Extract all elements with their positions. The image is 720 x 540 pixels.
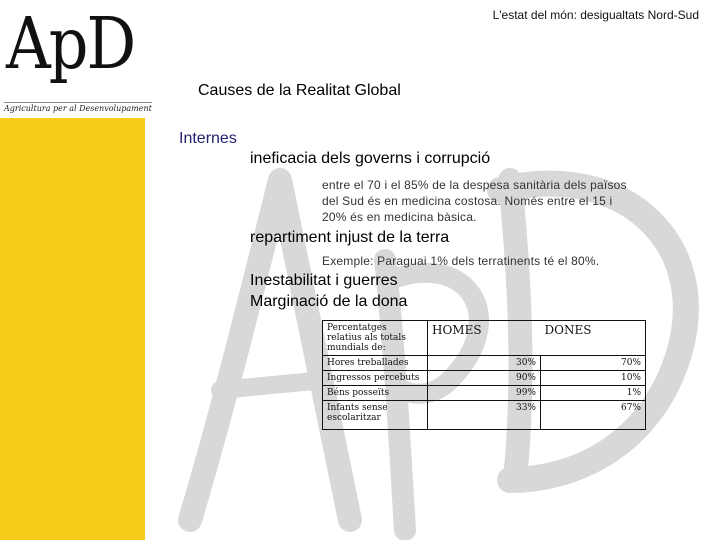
cell-homes: 90% (428, 371, 541, 386)
bullet-heading-4: Marginació de la dona (250, 293, 408, 310)
cell-homes: 30% (428, 356, 541, 371)
cell-dones: 10% (541, 371, 646, 386)
logo-tagline: Agricultura per al Desenvolupament (4, 104, 152, 113)
cell-dones: 70% (541, 356, 646, 371)
bullet-detail-1 (322, 177, 627, 225)
table-header-homes (428, 321, 541, 356)
cell-dones: 67% (541, 401, 646, 430)
table-row (323, 356, 646, 371)
col-dones-label: DONES (544, 323, 592, 337)
apd-logo (2, 2, 162, 120)
section-heading: Internes (179, 130, 237, 147)
bullet-detail-2 (322, 253, 599, 269)
table-header-label: Percentatges relatius als totals mundials de: (323, 321, 428, 356)
cell-homes: 33% (428, 401, 541, 430)
bullet-heading-2: repartiment injust de la terra (250, 229, 450, 246)
detail-line: 20% és en medicina bàsica. (322, 210, 477, 224)
logo-text: ApD (6, 1, 135, 86)
bullet-heading-1: ineficacia dels governs i corrupció (250, 150, 491, 167)
cell-homes: 99% (428, 386, 541, 401)
yellow-sidebar-bar (0, 118, 145, 540)
gender-stats-table (322, 320, 646, 430)
col-homes-label: HOMES (432, 323, 482, 337)
bullet-heading-3: Inestabilitat i guerres (250, 272, 398, 289)
row-label: Infants sense escolaritzar (323, 401, 428, 430)
detail-line: Exemple: Paraguai 1% dels terratinents té el 80%. (322, 254, 600, 268)
slide-title: Causes de la Realitat Global (198, 82, 401, 99)
table-header-row (323, 321, 646, 356)
logo-divider (4, 102, 152, 103)
table-row (323, 371, 646, 386)
table-header-dones (541, 321, 646, 356)
row-label: Béns posseïts (323, 386, 428, 401)
row-label: Hores treballades (323, 356, 428, 371)
table-row (323, 401, 646, 430)
row-label: Ingressos percebuts (323, 371, 428, 386)
header-title: L'estat del món: desigualtats Nord-Sud (492, 8, 699, 22)
cell-dones: 1% (541, 386, 646, 401)
detail-line: entre el 70 i el 85% de la despesa sanitària dels països (322, 178, 627, 192)
detail-line: del Sud és en medicina costosa. Només entre el 15 i (322, 194, 613, 208)
table-row (323, 386, 646, 401)
